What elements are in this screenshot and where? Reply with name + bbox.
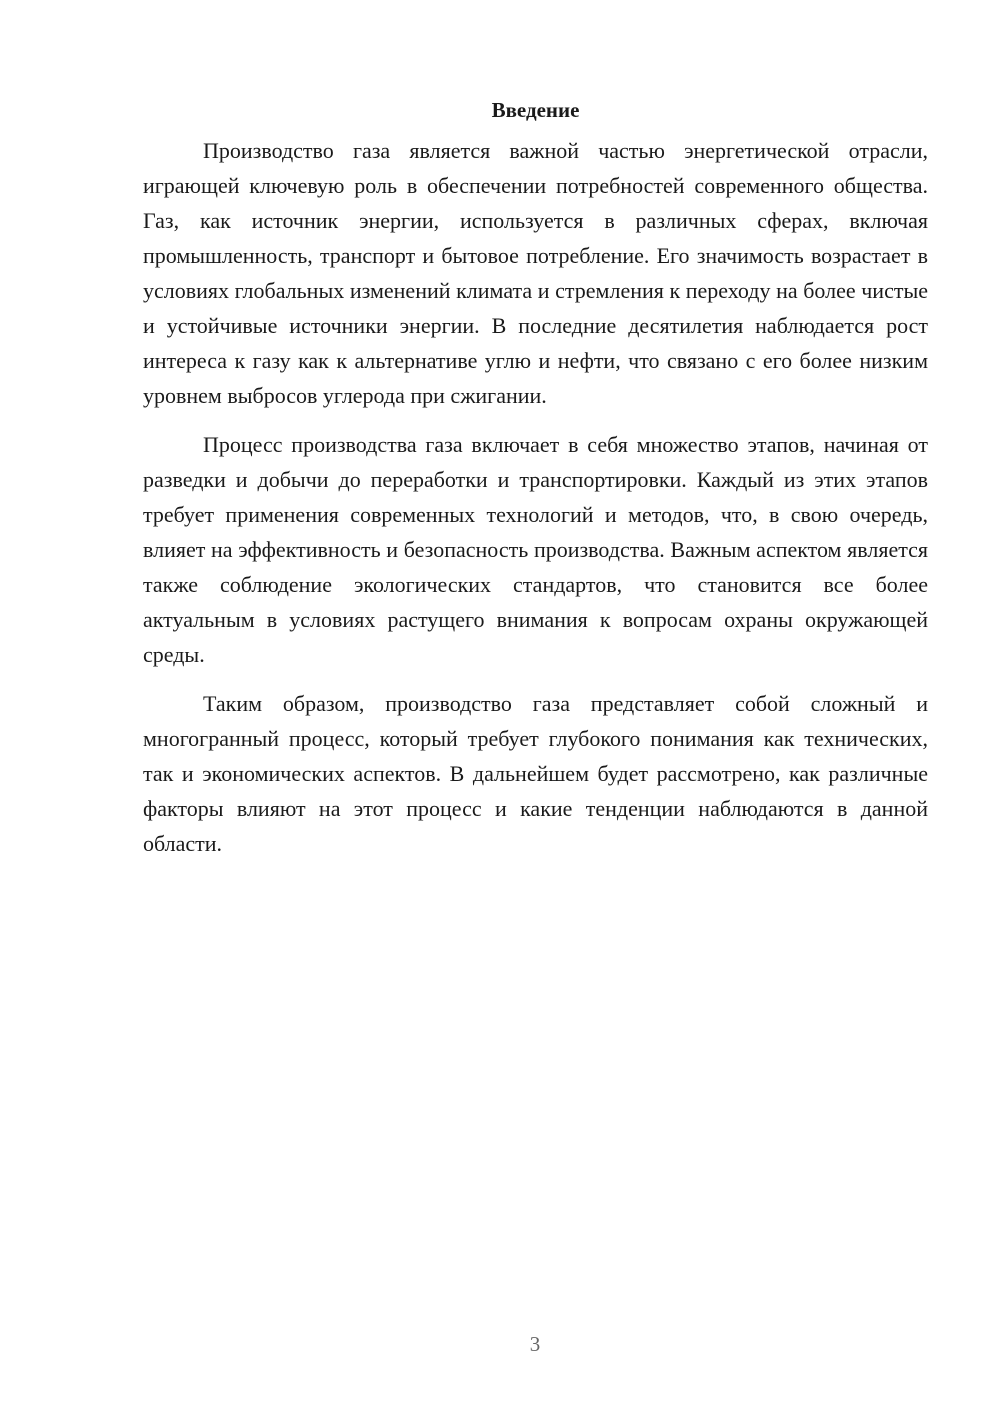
paragraph-2: Процесс производства газа включает в себя множество этапов, начиная от разведки и добычи до переработки и транспортировки. Каждый из этих этапов требует применения современных технологий и методов, что, в свою очередь, влияет на эффективность и безопасность производства. Важным аспектом является также соблюдение экологических стандартов, что становится все более актуальным в условиях растущего внимания к вопросам охраны окружающей среды. [143, 432, 928, 667]
section-title: Введение [491, 98, 580, 122]
paragraph-1: Производство газа является важной частью энергетической отрасли, играющей ключевую роль в обеспечении потребностей современного общества. Газ, как источник энергии, используется в различных сферах, включая промышленность, транспорт и бытовое потребление. Его значимость возрастает в условиях глобальных изменений климата и стремления к переходу на более чистые и устойчивые источники энергии. В последние десятилетия наблюдается рост интереса к газу как к альтернативе углю и нефти, что связано с его более низким уровнем выбросов углерода при сжигании. [143, 138, 928, 408]
page-content [143, 92, 928, 875]
page-number: 3 [529, 1332, 541, 1356]
paragraph-3: Таким образом, производство газа представляет собой сложный и многогранный процесс, который требует глубокого понимания как технических, так и экономических аспектов. В дальнейшем будет рассмотрено, как различные факторы влияют на этот процесс и какие тенденции наблюдаются в данной области. [143, 691, 928, 856]
